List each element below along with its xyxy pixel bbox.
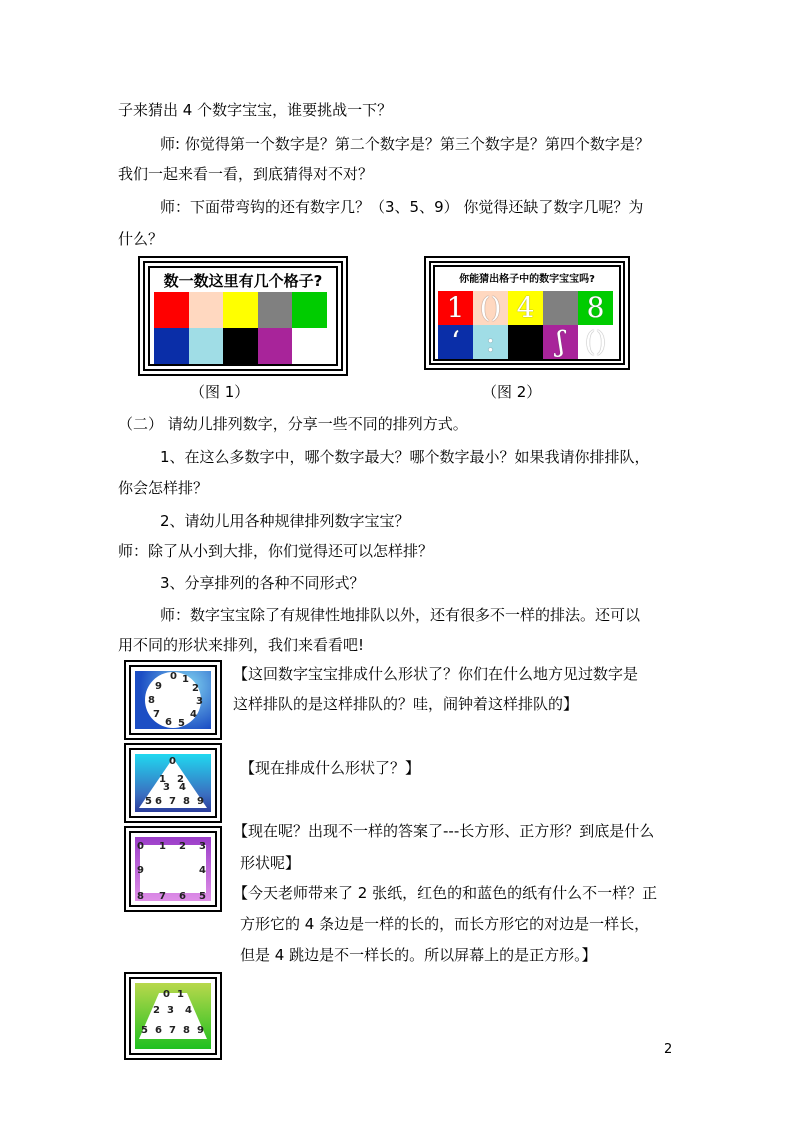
grid-cell: ʃ [543, 325, 578, 359]
grid-cell: 1 [438, 291, 473, 325]
rectangle-explanation-line: 但是 4 跳边是不一样长的。所以屏幕上的是正方形。】 [240, 946, 597, 964]
paragraph-line: 师: 你觉得第一个数字是？第二个数字是？第三个数字是？第四个数字是？ [160, 135, 650, 153]
circle-question-line: 【这回数字宝宝排成什么形状了？你们在什么地方见过数字是 [233, 665, 639, 683]
grid-cell [154, 292, 189, 328]
grid-cell: 8 [578, 291, 613, 325]
number-digit: 5 [141, 1025, 148, 1036]
paragraph-line: 用不同的形状来排列，我们来看看吧! [118, 636, 365, 654]
number-digit: 2 [153, 1005, 160, 1016]
number-digit: 8 [148, 695, 155, 706]
figure-2-title: 你能猜出格子中的数字宝宝吗? [459, 274, 595, 285]
number-digit: 9 [155, 681, 162, 692]
number-digit: 7 [169, 796, 176, 807]
number-digit: 6 [155, 796, 162, 807]
figure-1-title: 数一数这里有几个格子? [163, 272, 323, 290]
grid-cell [223, 328, 258, 364]
grid-cell [508, 325, 543, 359]
paragraph-line: 师：下面带弯钩的还有数字几？（3、5、9） 你觉得还缺了数字几呢？为 [160, 198, 644, 216]
number-digit: 5 [145, 796, 152, 807]
number-digit: 3 [167, 1005, 174, 1016]
rectangle-explanation-line: 【今天老师带来了 2 张纸，红色的和蓝色的纸有什么不一样？正 [233, 884, 658, 902]
grid-cell: () [473, 291, 508, 325]
grid-cell: ʻ [438, 325, 473, 359]
number-digit: 7 [153, 709, 160, 720]
number-digit: 4 [185, 1005, 192, 1016]
number-digit: 4 [179, 782, 186, 793]
number-digit: 2 [177, 774, 184, 785]
number-digit: 5 [199, 891, 206, 901]
number-digit: 3 [196, 696, 203, 707]
grid-cell [223, 292, 258, 328]
paragraph-line: 师：数字宝宝除了有规律性地排队以外，还有很多不一样的排法。还可以 [160, 606, 641, 624]
number-digit: 3 [199, 841, 206, 852]
grid-cell [292, 292, 327, 328]
number-digit: 0 [163, 989, 170, 1000]
grid-cell [258, 292, 293, 328]
number-digit: 0 [170, 671, 177, 682]
grid-cell [189, 292, 224, 328]
grid-cell [258, 328, 293, 364]
number-digit: 2 [192, 683, 199, 694]
paragraph-line: 子来猜出 4 个数字宝宝，谁要挑战一下？ [118, 101, 393, 119]
figure-1-caption: （图 1） [190, 383, 250, 401]
number-digit: 2 [179, 841, 186, 852]
section-heading: （二） 请幼儿排列数字，分享一些不同的排列方式。 [118, 415, 468, 433]
grid-cell: 4 [508, 291, 543, 325]
number-digit: 8 [183, 796, 190, 807]
number-digit: 7 [159, 891, 166, 901]
number-digit: 1 [177, 989, 184, 1000]
paragraph-line: 你会怎样排？ [118, 479, 209, 497]
paragraph-line: 师：除了从小到大排，你们觉得还可以怎样排？ [118, 542, 434, 560]
rectangle-question-line: 形状呢】 [240, 854, 301, 872]
paragraph-line: 我们一起来看一看，到底猜得对不对？ [118, 165, 374, 183]
rectangle-question-line: 【现在呢？出现不一样的答案了---长方形、正方形？到底是什么 [233, 822, 655, 840]
circle-question-line: 这样排队的是这样排队的？哇，闹钟着这样排队的】 [233, 695, 579, 713]
grid-cell: () [578, 325, 613, 359]
paragraph-line: 2、请幼儿用各种规律排列数字宝宝？ [160, 512, 410, 530]
grid-cell [154, 328, 189, 364]
number-digit: 7 [169, 1025, 176, 1036]
paragraph-line: 3、分享排列的各种不同形式？ [160, 574, 365, 592]
number-digit: 4 [199, 865, 206, 876]
circle-arrangement-image [124, 660, 222, 740]
number-digit: 9 [197, 1025, 204, 1036]
number-digit: 8 [183, 1025, 190, 1036]
trapezoid-arrangement-image [124, 972, 222, 1060]
number-digit: 6 [179, 891, 186, 901]
number-digit: 8 [137, 891, 144, 901]
number-digit: 1 [159, 841, 166, 852]
page-number: 2 [664, 1042, 673, 1057]
number-digit: 0 [169, 756, 176, 767]
triangle-arrangement-image [124, 743, 222, 823]
figure-2-caption: （图 2） [482, 383, 542, 401]
rectangle-arrangement-image [124, 826, 222, 912]
grid-cell [189, 328, 224, 364]
figure-1 [138, 256, 348, 376]
grid-cell [543, 291, 578, 325]
number-digit: 0 [137, 841, 144, 852]
number-digit: 6 [165, 717, 172, 728]
paragraph-line: 1、在这么多数字中，哪个数字最大？哪个数字最小？如果我请你排排队， [160, 448, 650, 466]
grid-cell: : [473, 325, 508, 359]
number-digit: 9 [137, 865, 144, 876]
number-digit: 9 [197, 796, 204, 807]
number-digit: 1 [159, 774, 166, 785]
triangle-question-line: 【现在排成什么形状了？】 [240, 759, 421, 777]
number-digit: 5 [178, 718, 185, 729]
number-digit: 6 [155, 1025, 162, 1036]
number-digit: 3 [163, 782, 170, 793]
number-digit: 4 [190, 709, 197, 720]
figure-2 [424, 256, 630, 370]
number-digit: 1 [182, 674, 189, 685]
grid-cell [292, 328, 327, 364]
rectangle-explanation-line: 方形它的 4 条边是一样的长的，而长方形它的对边是一样长， [240, 915, 650, 933]
paragraph-line: 什么？ [118, 230, 164, 248]
